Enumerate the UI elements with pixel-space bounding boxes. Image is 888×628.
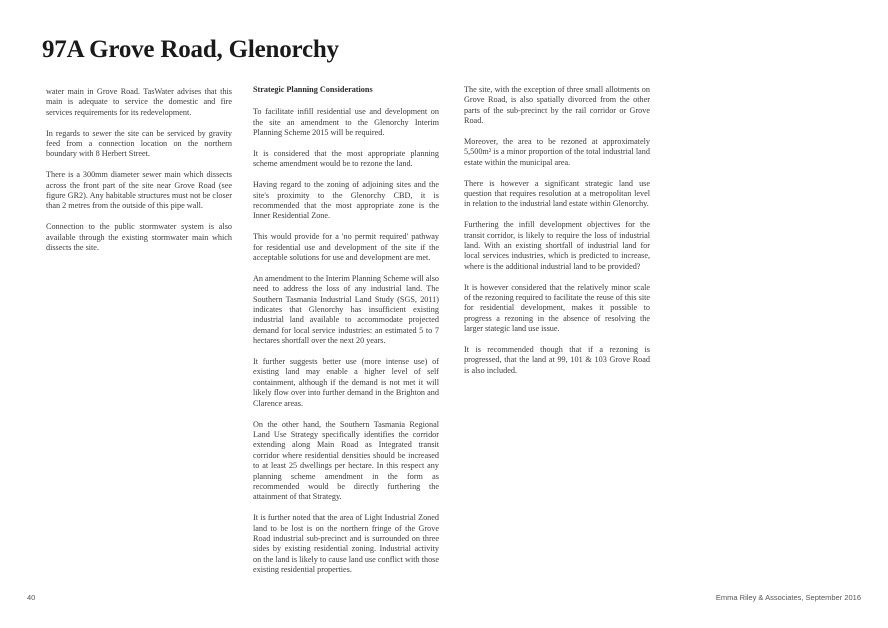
paragraph: Moreover, the area to be rezoned at approximately 5,500m² is a minor proportion of the total industrial land estate within the municipal area.: [464, 137, 650, 167]
paragraph: To facilitate infill residential use and development on the site an amendment to the Glenorchy Interim Planning Scheme 2015 will be required.: [253, 107, 439, 138]
paragraph: Connection to the public stormwater system is also available through the existing stormwater main which dissects the site.: [46, 222, 232, 253]
paragraph: Having regard to the zoning of adjoining sites and the site's proximity to the Glenorchy CBD, it is recommended that the most appropriate zone is the Inner Residential Zone.: [253, 180, 439, 221]
paragraph: There is a 300mm diameter sewer main which dissects across the front part of the site near Grove Road (see figure GR2). Any habitable structures must not be closer than 2 metres from the outside of this pipe wall.: [46, 170, 232, 211]
text-column-2: [253, 85, 439, 586]
paragraph: There is however a significant strategic land use question that requires resolution at a metropolitan level in relation to the industrial land estate within Glenorchy.: [464, 178, 650, 209]
paragraph: In regards to sewer the site can be serviced by gravity feed from a connection location on the northern boundary with 8 Herbert Street.: [46, 128, 232, 159]
paragraph: This would provide for a 'no permit required' pathway for residential use and development of the site if the acceptable solutions for use and development are met.: [253, 232, 439, 263]
paragraph: The site, with the exception of three small allotments on Grove Road, is also spatially divorced from the other parts of the sub-precinct by the rail corridor or Grove Road.: [464, 85, 650, 126]
page-number: 40: [27, 593, 36, 602]
text-column-1: [46, 87, 232, 264]
paragraph: Furthering the infill development objectives for the transit corridor, is likely to require the loss of industrial land. With an existing shortfall of industrial land for local services industries, which is predicted to increase, where is the additional industrial land to be provided?: [464, 220, 650, 271]
section-heading: Strategic Planning Considerations: [253, 85, 373, 94]
paragraph: It further suggests better use (more intense use) of existing land may enable a higher level of self containment, although if the demand is not met it will likely flow over into further demand in the Brighton and Clarence areas.: [253, 357, 439, 408]
page-title: 97A Grove Road, Glenorchy: [42, 36, 339, 63]
paragraph: On the other hand, the Southern Tasmania Regional Land Use Strategy specifically identifies the corridor extending along Main Road as Integrated transit corridor where residential densities should be increased to at least 25 dwellings per hectare. In this respect any planning scheme amendment in the form as recommended would be directly furthering the attainment of that Strategy.: [253, 419, 439, 502]
paragraph: It is however considered that the relatively minor scale of the rezoning required to facilitate the reuse of this site for residential development, makes it possible to progress a rezoning in the absence of resolving the larger stategic land use issue.: [464, 282, 650, 334]
paragraph: An amendment to the Interim Planning Scheme will also need to address the loss of any industrial land. The Southern Tasmania Industrial Land Study (SGS, 2011) indicates that Glenorchy has insufficient existing industrial land available to accommodate projected demand for local service industries: an estimated 5 to 7 hectares shortfall over the next 20 years.: [253, 273, 440, 346]
paragraph: It is further noted that the area of Light Industrial Zoned land to be lost is on the northern fringe of the Grove Road industrial sub-precinct and is surrounded on three sides by existing residential zoning. Industrial activity on the land is likely to cause land use conflict with those existing residential properties.: [253, 513, 439, 575]
footer-credit: Emma Riley & Associates, September 2016: [715, 593, 861, 602]
paragraph: It is recommended though that if a rezoning is progressed, that the land at 99, 101 & 103 Grove Road is also included.: [464, 345, 650, 375]
paragraph: It is considered that the most appropriate planning scheme amendment would be to rezone the land.: [253, 149, 439, 169]
paragraph: water main in Grove Road. TasWater advises that this main is adequate to service the domestic and fire services requirements for its redevelopment.: [46, 87, 232, 117]
text-column-3: [464, 85, 650, 387]
